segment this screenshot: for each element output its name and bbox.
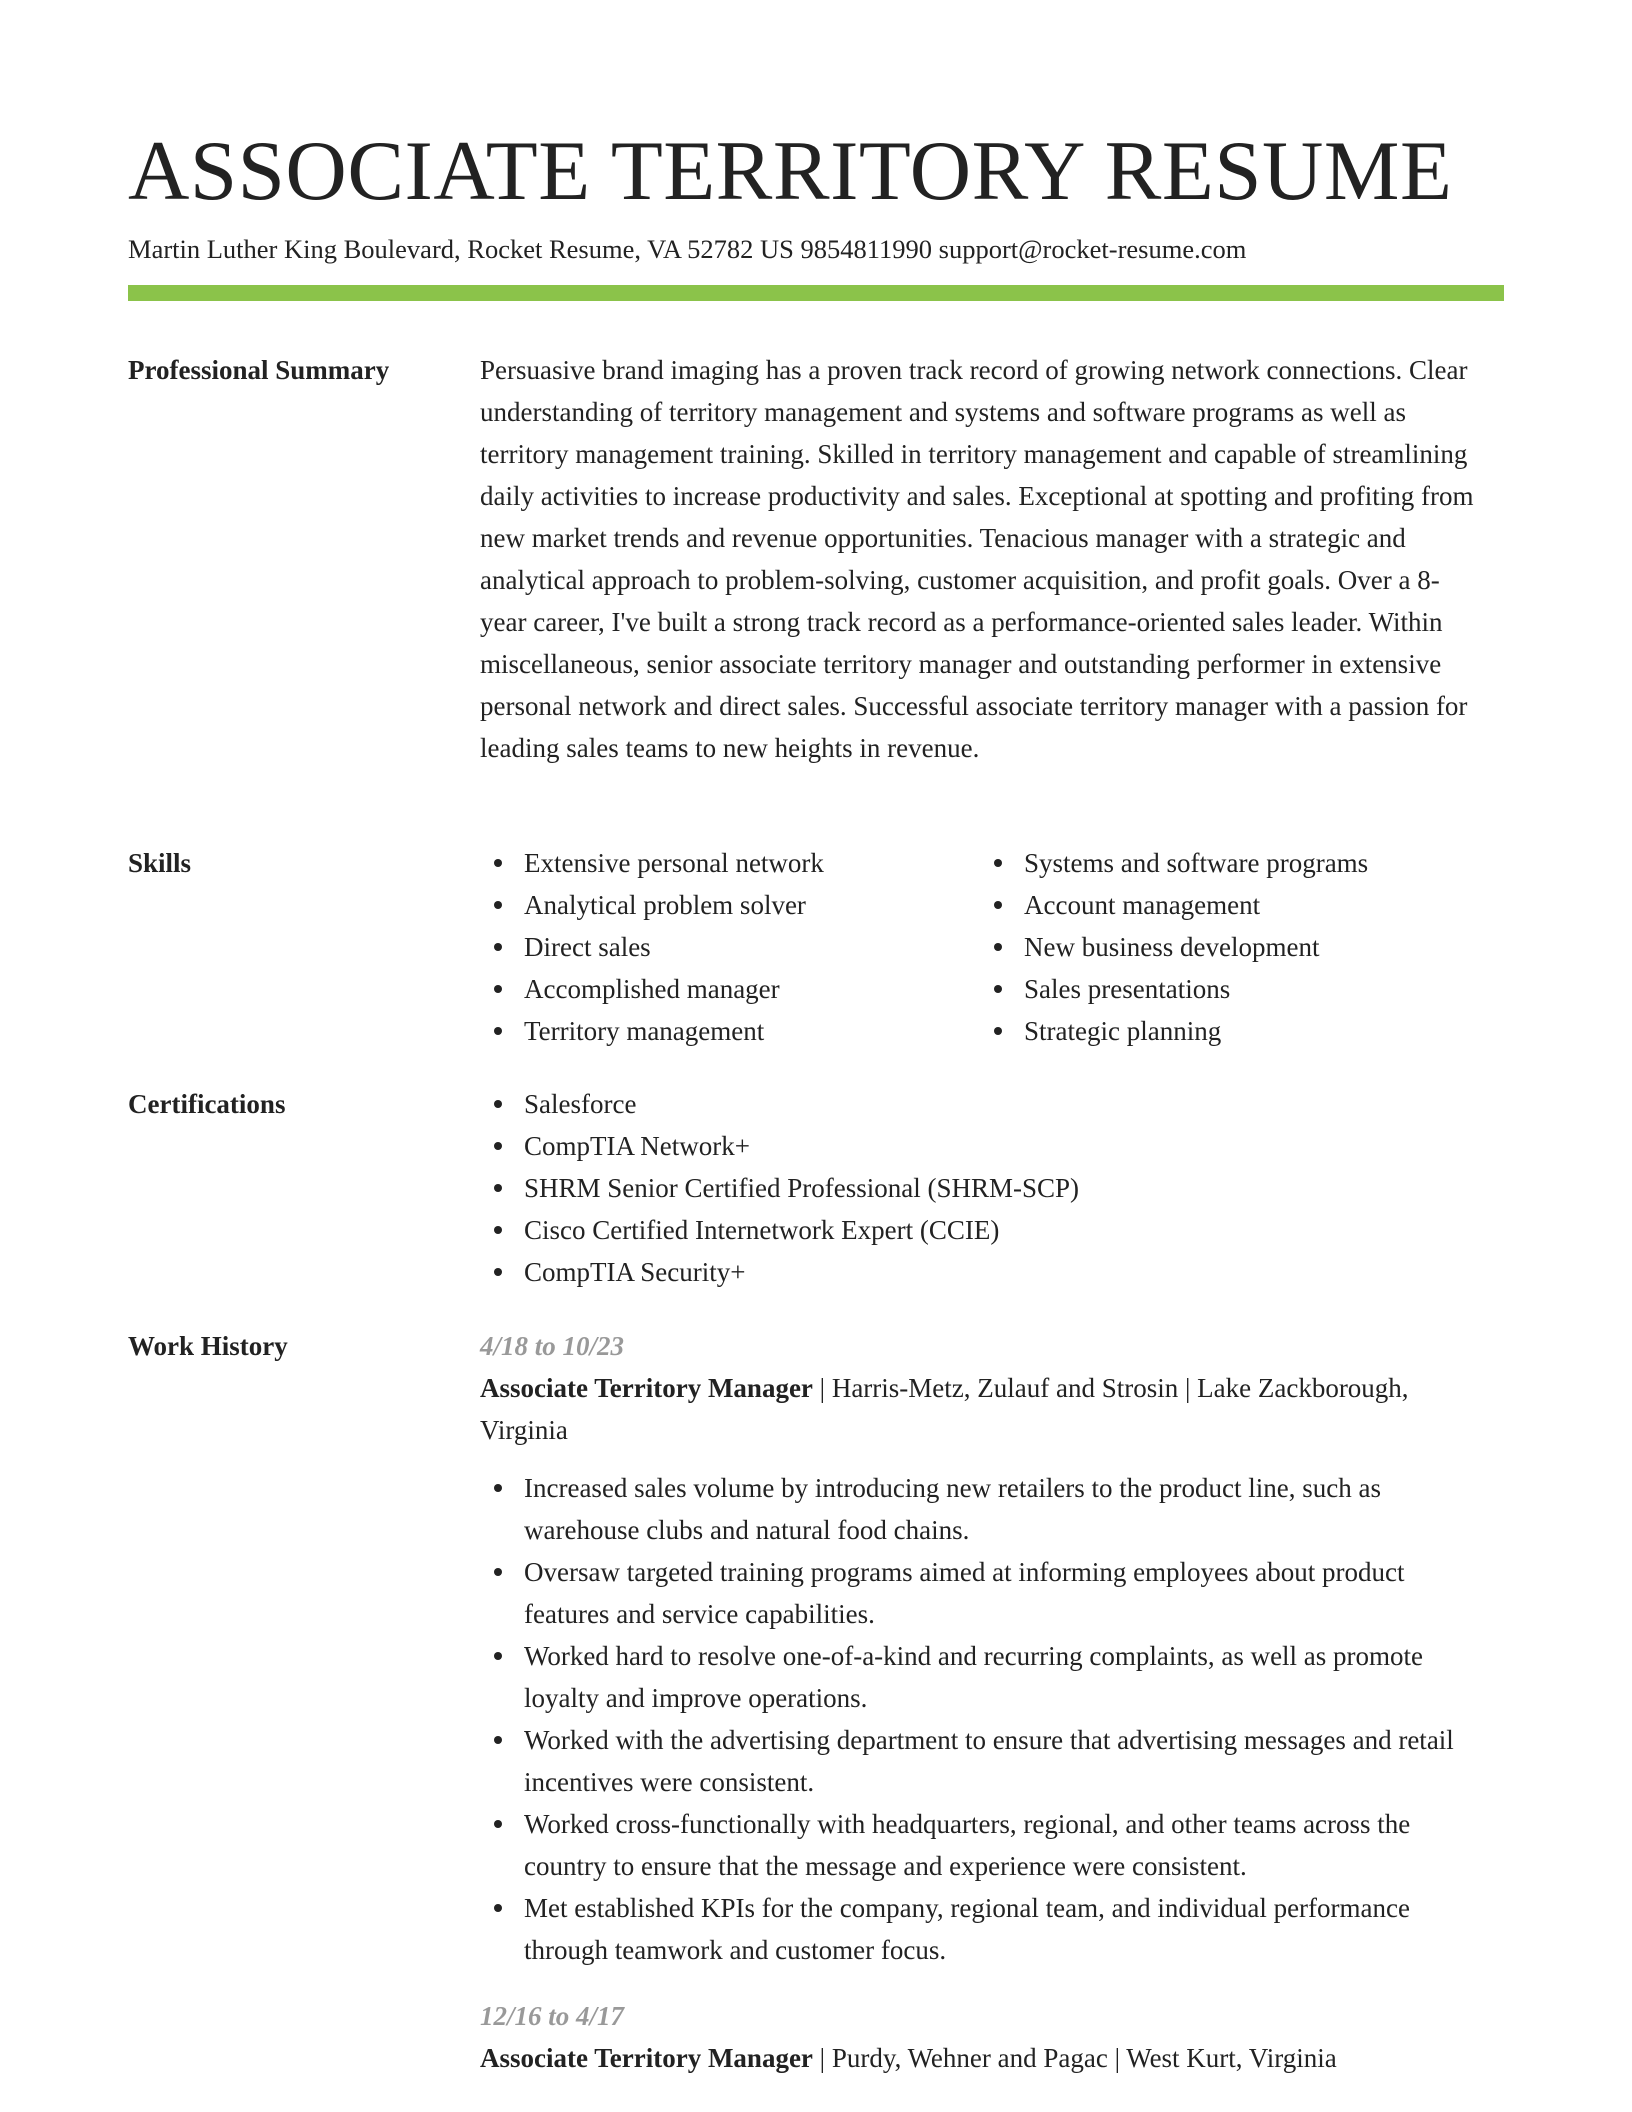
summary-text: Persuasive brand imaging has a proven track record of growing network connections. Clear understanding of territory management and systems and software programs as well as territory management training. Skilled in territory management and capable of streamlining daily activities to increase productivity and sales. Exceptional at spotting and profiting from new market trends and revenue opportunities. Tenacious manager with a strategic and analytical approach to problem-solving, customer acquisition, and profit goals. Over a 8-year career, I've built a strong track record as a performance-oriented sales leader. Within miscellaneous, senior associate territory manager and outstanding performer in extensive personal network and direct sales. Successful associate territory manager with a passion for leading sales teams to new heights in revenue.	[480, 355, 1474, 763]
certification-item: Salesforce	[480, 1083, 1480, 1125]
job-title: Associate Territory Manager	[480, 1373, 813, 1403]
job-heading	[480, 2037, 1480, 2079]
skill-item: Systems and software programs	[980, 842, 1480, 884]
skill-item: Analytical problem solver	[480, 884, 980, 926]
job-bullets	[480, 1467, 1480, 1971]
job-dates: 12/16 to 4/17	[480, 2001, 625, 2031]
section-label-skills: Skills	[128, 848, 192, 878]
contact-line: Martin Luther King Boulevard, Rocket Resume, VA 52782 US 9854811990 support@rocket-resume.com	[128, 234, 1247, 264]
section-label-certifications: Certifications	[128, 1089, 286, 1119]
summary-content	[480, 349, 1480, 769]
job-bullet: Worked with the advertising department to ensure that advertising messages and retail incentives were consistent.	[480, 1719, 1480, 1803]
section-label-summary: Professional Summary	[128, 355, 390, 385]
header-divider	[128, 285, 1504, 301]
certification-item: CompTIA Security+	[480, 1251, 1480, 1293]
certification-item: SHRM Senior Certified Professional (SHRM-SCP)	[480, 1167, 1480, 1209]
skill-item: Account management	[980, 884, 1480, 926]
skills-content	[480, 842, 1480, 1052]
skill-item: Extensive personal network	[480, 842, 980, 884]
job-title: Associate Territory Manager	[480, 2043, 813, 2073]
job-entry	[480, 1325, 1480, 1971]
skill-item: Strategic planning	[980, 1010, 1480, 1052]
skill-item: New business development	[980, 926, 1480, 968]
job-details: | Purdy, Wehner and Pagac | West Kurt, Virginia	[812, 2043, 1337, 2073]
skill-item: Territory management	[480, 1010, 980, 1052]
skill-item: Sales presentations	[980, 968, 1480, 1010]
job-dates: 4/18 to 10/23	[480, 1331, 625, 1361]
certifications-list	[480, 1083, 1480, 1293]
skills-list-left	[480, 842, 980, 1052]
job-bullet: Worked hard to resolve one-of-a-kind and recurring complaints, as well as promote loyalty and improve operations.	[480, 1635, 1480, 1719]
job-bullet: Worked cross-functionally with headquarters, regional, and other teams across the country to ensure that the message and experience were consistent.	[480, 1803, 1480, 1887]
job-heading	[480, 1367, 1480, 1451]
skills-list-right	[980, 842, 1480, 1052]
job-details: | Harris-Metz, Zulauf and Strosin | Lake Zackborough, Virginia	[480, 1373, 1409, 1445]
job-bullet: Oversaw targeted training programs aimed at informing employees about product features and service capabilities.	[480, 1551, 1480, 1635]
job-bullet: Met established KPIs for the company, regional team, and individual performance through teamwork and customer focus.	[480, 1887, 1480, 1971]
page-title: ASSOCIATE TERRITORY RESUME	[128, 124, 1453, 218]
work-history-content	[480, 1325, 1480, 2073]
certification-item: Cisco Certified Internetwork Expert (CCIE)	[480, 1209, 1480, 1251]
skill-item: Direct sales	[480, 926, 980, 968]
certifications-content	[480, 1083, 1480, 1293]
section-label-work-history: Work History	[128, 1331, 288, 1361]
skill-item: Accomplished manager	[480, 968, 980, 1010]
job-entry	[480, 1995, 1480, 2079]
certification-item: CompTIA Network+	[480, 1125, 1480, 1167]
job-bullet: Increased sales volume by introducing new retailers to the product line, such as warehouse clubs and natural food chains.	[480, 1467, 1480, 1551]
